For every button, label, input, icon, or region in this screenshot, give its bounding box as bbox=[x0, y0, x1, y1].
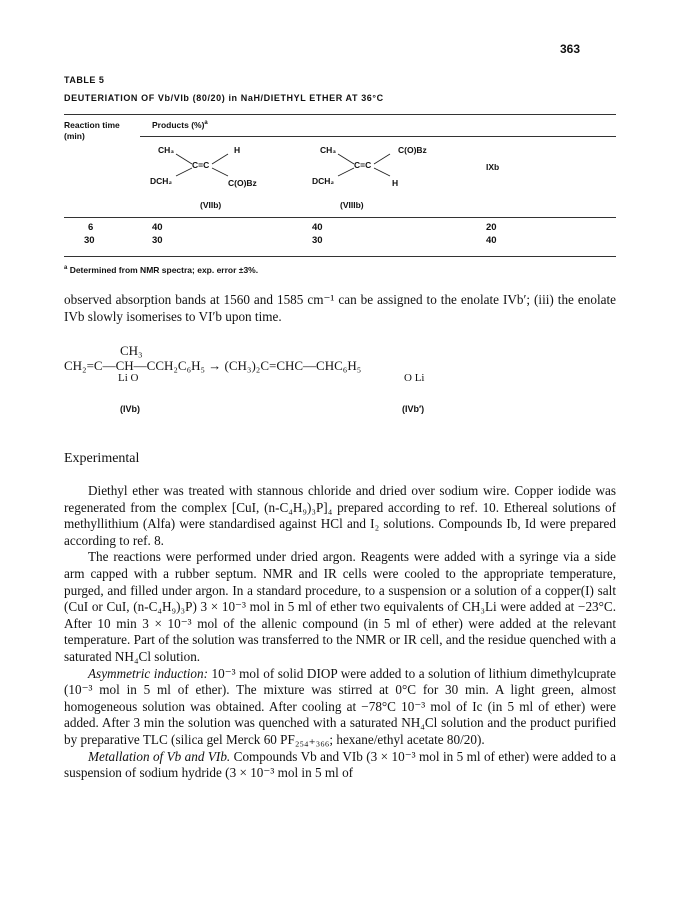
structure-ixb-label: IXb bbox=[486, 162, 500, 172]
bond-lines-icon bbox=[170, 152, 250, 182]
paragraph: The reactions were performed under dried argon. Reagents were added with a syringe via a side arm capped with a rubber septum. NMR and IR cells were cooled to the appropriate temperature, purged, and filled under argon. In a standard procedure, to a suspension or a solution of a copper(I) salt (CuI or CuI, (n-C₄H₉)₃P) 3 × 10⁻³ mol in 5 ml of ether two equivalents of CH₃Li were added at −23°C. After 10 min 3 × 10⁻³ mol of the allenic compound (in 5 ml of ether) were added at the relevant temperature. Part of the solution was transferred to the NMR or IR cell, and the residue quenched with a saturated NH₄Cl solution. bbox=[64, 549, 616, 664]
experimental-body bbox=[64, 483, 616, 782]
table-top-rule bbox=[64, 114, 616, 115]
col-header-reaction-time: Reaction time (min) bbox=[64, 120, 120, 141]
paragraph: Metallation of Vb and VIb. Compounds Vb and VIb (3 × 10⁻³ mol in 5 ml of ether) were added to a suspension of sodium hydride (3 × 10⁻³ mol in 5 ml of bbox=[64, 748, 616, 781]
col-header-products: Products (%)$^a$ bbox=[152, 120, 208, 130]
header-bottom-rule bbox=[64, 217, 616, 218]
paragraph: Asymmetric induction: 10⁻³ mol of solid DIOP were added to a solution of lithium dimethylcuprate (10⁻³ mol in 5 ml of ether). The mixture was stirred at 0°C for 30 min. A light green, almost homogeneous solution was obtained. After cooling at −78°C 10⁻³ mol of Ic (in 5 ml of ether) were added. After 3 min the solution was quenched with a saturated NH₄Cl solution and the product purified by preparative TLC (silica gel Merck 60 PF₂₅₄₊₃₆₆; hexane/ethyl acetate 80/20). bbox=[64, 665, 616, 747]
table-bottom-rule bbox=[64, 256, 616, 257]
table-title: DEUTERIATION OF Vb/VIb (80/20) in NaH/DIETHYL ETHER AT 36°C bbox=[64, 93, 384, 103]
section-heading: Experimental bbox=[64, 451, 140, 466]
table-caption: TABLE 5 bbox=[64, 75, 105, 85]
paragraph: Diethyl ether was treated with stannous chloride and dried over sodium wire. Copper iodide was regenerated from the complex [CuI, (n-C₄H₉)₃P]₄ prepared according to ref. 10. Ethereal solutions of methyllithium (Alfa) were standardised against HCl and I₂ solutions. Compounds Ib, Id were prepared according to ref. 8. bbox=[64, 483, 616, 548]
bond-lines-icon bbox=[332, 152, 412, 182]
table-footnote: $^a$ Determined from NMR spectra; exp. error ±3%. bbox=[64, 265, 259, 275]
intro-paragraph: observed absorption bands at 1560 and 1585 cm⁻¹ can be assigned to the enolate IVb′; (iii) the enolate IVb slowly isomerises to VI′b upon time. bbox=[64, 292, 616, 324]
products-rule bbox=[140, 136, 616, 137]
page-number: 363 bbox=[560, 42, 581, 56]
